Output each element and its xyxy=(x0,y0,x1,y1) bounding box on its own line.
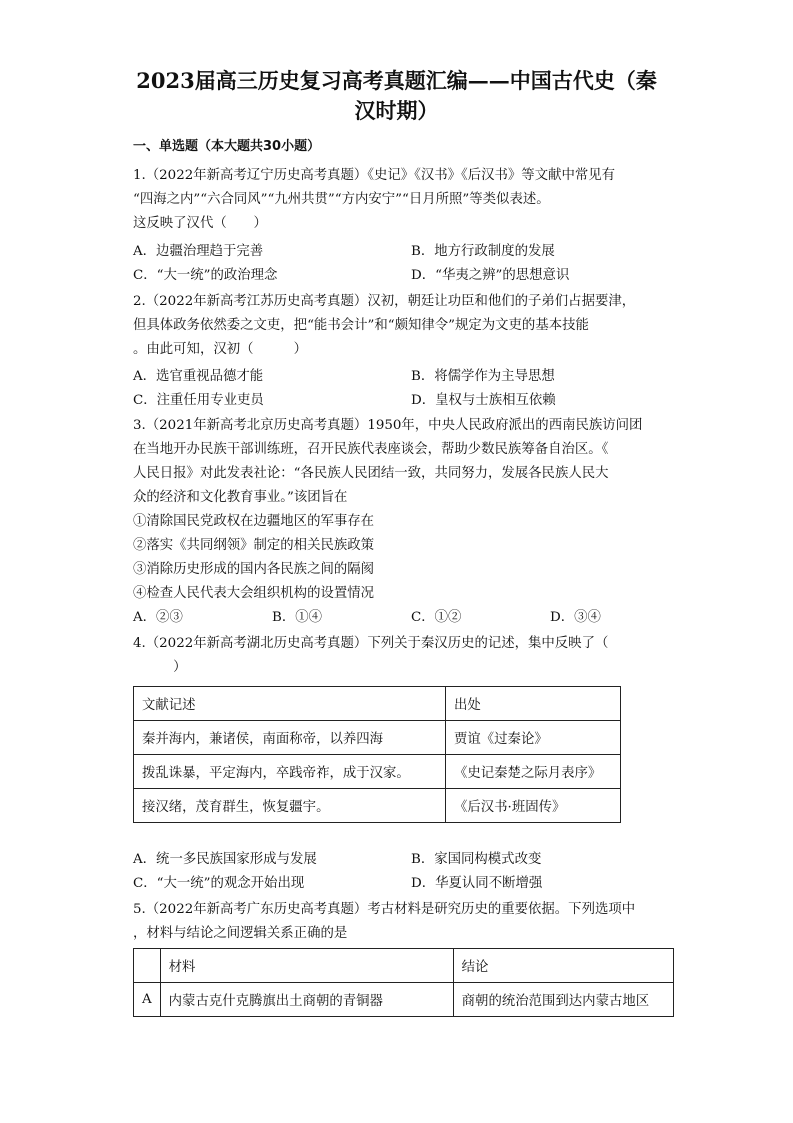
table-row xyxy=(134,721,621,755)
q2-line-1: 2.（2022年新高考江苏历史高考真题）汉初，朝廷让功臣和他们的子弟们占据要津， xyxy=(133,294,636,309)
table-cell: 秦并海内，兼诸侯，南面称帝，以养四海 xyxy=(134,721,446,755)
q3-option-d: D．③④ xyxy=(550,610,601,625)
q2-option-c: C．注重任用专业吏员 xyxy=(133,393,264,408)
table-cell: 接汉绪，茂育群生，恢复疆宇。 xyxy=(134,789,446,823)
q2-line-3: 。由此可知，汉初（ ） xyxy=(133,342,308,357)
table-header-cell: 结论 xyxy=(453,949,673,983)
section-heading: 一、单选题（本大题共30小题） xyxy=(133,139,321,154)
q4-option-b: B．家国同构模式改变 xyxy=(411,852,542,867)
q3-statement-1: ①清除国民党政权在边疆地区的军事存在 xyxy=(133,514,375,529)
q2-option-b: B．将儒学作为主导思想 xyxy=(411,369,555,384)
q3-option-b: B．①④ xyxy=(272,610,323,625)
q1-option-a: A．边疆治理趋于完善 xyxy=(133,244,264,259)
q3-line-3: 人民日报》对此发表社论：“各民族人民团结一致，共同努力，发展各民族人民大 xyxy=(133,466,609,481)
table-cell: 贾谊《过秦论》 xyxy=(446,721,621,755)
table-cell: 内蒙古克什克腾旗出土商朝的青铜器 xyxy=(160,983,453,1017)
q3-line-2: 在当地开办民族干部训练班，召开民族代表座谈会，帮助少数民族筹备自治区。《 xyxy=(133,442,609,457)
table-cell: 商朝的统治范围到达内蒙古地区 xyxy=(453,983,673,1017)
table-cell: A xyxy=(134,983,161,1017)
title-line-2: 汉时期） xyxy=(354,98,439,123)
q3-line-4: 众的经济和文化教育事业。”该团旨在 xyxy=(133,490,348,505)
q3-statement-3: ③消除历史形成的国内各民族之间的隔阂 xyxy=(133,562,375,577)
q3-statement-4: ④检查人民代表大会组织机构的设置情况 xyxy=(133,586,375,601)
table-header-cell: 文献记述 xyxy=(134,687,446,721)
q5-material-table xyxy=(133,948,674,1017)
q2-line-2: 但具体政务依然委之文吏，把“能书会计”和“颇知律令”规定为文吏的基本技能 xyxy=(133,318,589,333)
q4-option-c: C．“大一统”的观念开始出现 xyxy=(133,876,305,891)
document-title xyxy=(120,66,673,126)
table-cell: 《后汉书·班固传》 xyxy=(446,789,621,823)
title-line-1: 2023届高三历史复习高考真题汇编——中国古代史（秦 xyxy=(136,68,657,93)
q1-option-d: D．“华夷之辨”的思想意识 xyxy=(411,268,570,283)
q2-option-a: A．选官重视品德才能 xyxy=(133,369,264,384)
table-header-cell: 出处 xyxy=(446,687,621,721)
table-row xyxy=(134,789,621,823)
table-header-row xyxy=(134,949,674,983)
q1-line-1: 1.（2022年新高考辽宁历史高考真题）《史记》《汉书》《后汉书》等文献中常见有 xyxy=(133,168,616,183)
table-row xyxy=(134,983,674,1017)
q4-option-d: D．华夏认同不断增强 xyxy=(411,876,543,891)
q2-option-d: D．皇权与士族相互依赖 xyxy=(411,393,556,408)
table-header-cell xyxy=(134,949,161,983)
q3-option-c: C．①② xyxy=(411,610,462,625)
q4-line-1: 4.（2022年新高考湖北历史高考真题）下列关于秦汉历史的记述，集中反映了（ xyxy=(133,636,609,651)
q3-line-1: 3.（2021年新高考北京历史高考真题）1950年，中央人民政府派出的西南民族访问团 xyxy=(133,418,643,433)
table-cell: 《史记秦楚之际月表序》 xyxy=(446,755,621,789)
table-cell: 拨乱诛暴，平定海内，卒践帝祚，成于汉家。 xyxy=(134,755,446,789)
q4-source-table xyxy=(133,686,621,823)
q1-line-2: “四海之内”“六合同风”“九州共贯”“方内安宁”“日月所照”等类似表述。 xyxy=(133,192,550,207)
table-header-row xyxy=(134,687,621,721)
q3-statement-2: ②落实《共同纲领》制定的相关民族政策 xyxy=(133,538,375,553)
table-header-cell: 材料 xyxy=(160,949,453,983)
q5-line-1: 5.（2022年新高考广东历史高考真题）考古材料是研究历史的重要依据。下列选项中 xyxy=(133,902,636,917)
table-row xyxy=(134,755,621,789)
q4-line-2: ） xyxy=(133,660,187,675)
q4-option-a: A．统一多民族国家形成与发展 xyxy=(133,852,317,867)
q5-line-2: ，材料与结论之间逻辑关系正确的是 xyxy=(133,926,348,941)
q1-line-3: 这反映了汉代（ ） xyxy=(133,216,267,231)
q1-option-b: B．地方行政制度的发展 xyxy=(411,244,555,259)
q3-option-a: A．②③ xyxy=(133,610,183,625)
q1-option-c: C．“大一统”的政治理念 xyxy=(133,268,278,283)
